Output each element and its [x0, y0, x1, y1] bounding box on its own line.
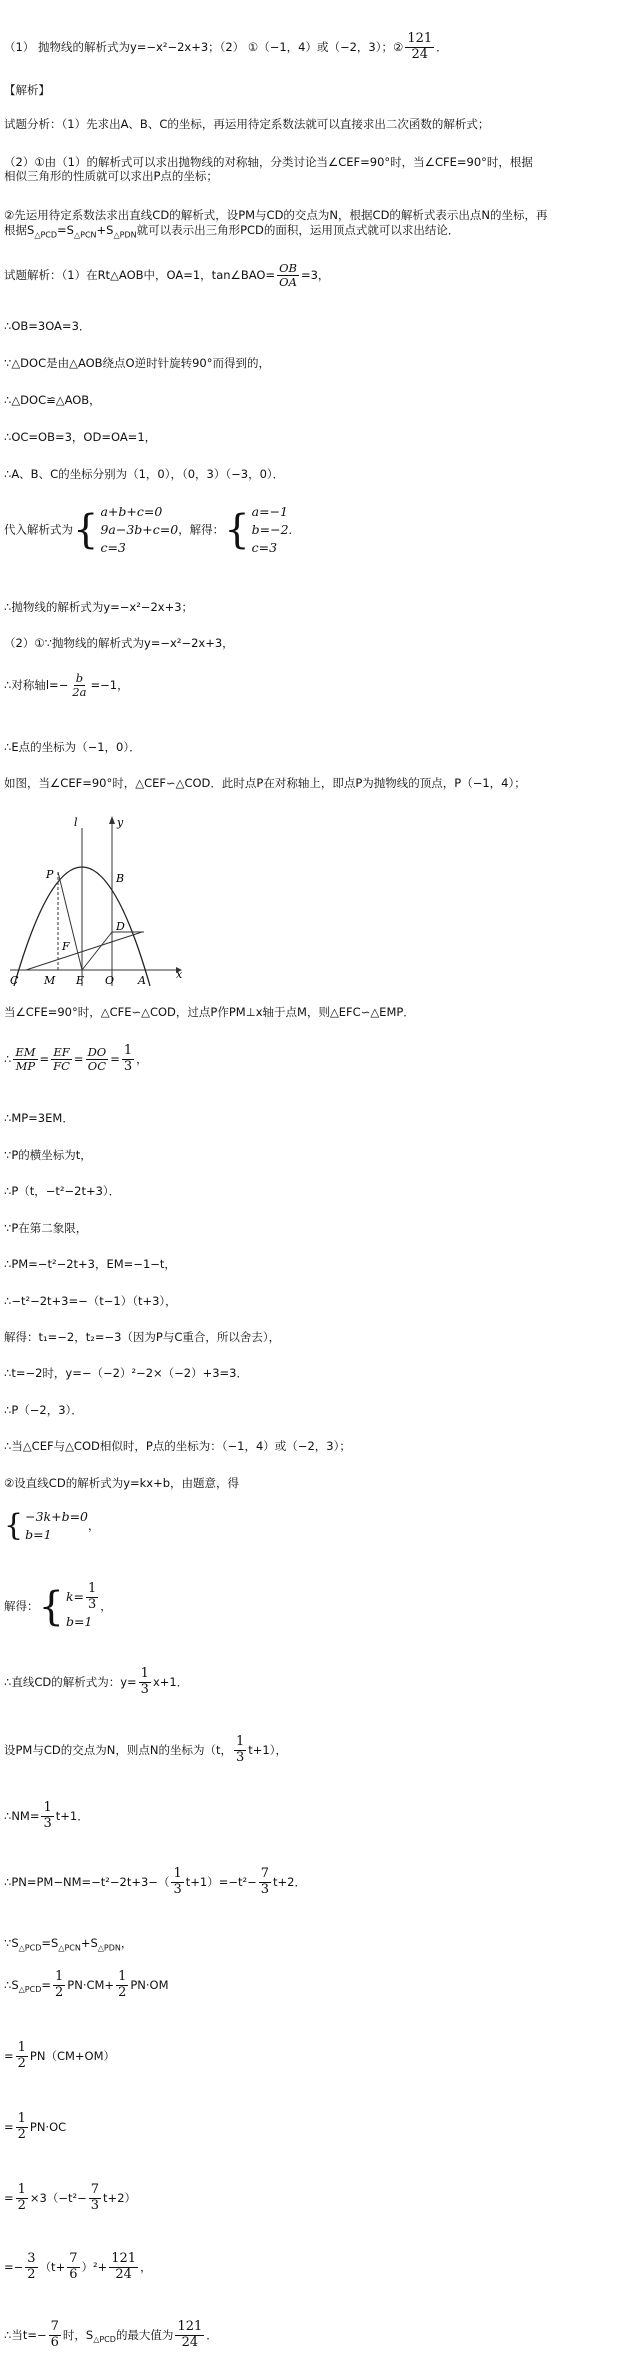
- substitution-line: 代入解析式为 { a+b+c=0 9a−3b+c=0 c=3 ，解得： { a=−1 b=−2 c=3 ．: [4, 503, 300, 557]
- part2-line-1: （2）①∵抛物线的解析式为y=−x²−2x+3，: [4, 636, 234, 650]
- step-p-abscissa: ∵P的横坐标为t，: [4, 1148, 92, 1162]
- label-e: E: [76, 974, 85, 987]
- conclusion: ∴当t=− $\frac{7}{6}$ 时，$S_{\triangle PCD}$的最大值为 $\frac{121}{24}$ ．: [4, 2319, 218, 2350]
- area-step-2: = $\frac{1}{2}$ PN·OC: [4, 2111, 67, 2142]
- axis-of-symmetry: ∴对称轴l=− $\frac{b}{2a}$ =−1，: [4, 671, 129, 700]
- ratio-line: ∴ $\frac{EM}{MP}$ = $\frac{EF}{FC}$ = $\frac{DO}{OC}$ = $\frac{1}{3}$ ，: [4, 1043, 148, 1074]
- label-o: O: [105, 974, 115, 987]
- cd-line: ∴直线CD的解析式为：y= $\frac{1}{3}$ x+1．: [4, 1666, 189, 1697]
- step-p-result: ∴P（−2，3）．: [4, 1403, 83, 1417]
- tan-fraction: $\frac{OB}{OA}$: [279, 261, 297, 290]
- equation-system: { a+b+c=0 9a−3b+c=0 c=3: [73, 504, 179, 556]
- analysis-line-3: 相似三角形的性质就可以求出P点的坐标；: [4, 169, 218, 183]
- part2-2-intro: ②设直线CD的解析式为y=kx+b，由题意，得: [4, 1476, 240, 1490]
- area-step-1: = $\frac{1}{2}$ PN（CM+OM）: [4, 2040, 116, 2071]
- label-l: l: [74, 816, 78, 829]
- line-ed: [82, 932, 112, 970]
- cd-solution: 解得： { k= $\frac{1}{3}$ b=1 ，: [4, 1581, 112, 1630]
- label-p: P: [46, 868, 54, 881]
- label-f: F: [62, 940, 70, 953]
- step-oc-od: ∴OC=OB=3，OD=OA=1，: [4, 430, 157, 444]
- geometry-figure: [4, 810, 184, 990]
- step-congruent: ∴△DOC≌△AOB，: [4, 393, 101, 407]
- line-cd: [26, 932, 142, 970]
- step-p-coords: ∴P（t，−t²−2t+3）．: [4, 1184, 121, 1198]
- answer-text: （1） 抛物线的解析式为y=−x²−2x+3；（2） ①（−1，4）或（−2，3）；②: [4, 39, 404, 54]
- analysis-line-2: （2）①由（1）的解析式可以求出抛物线的对称轴，分类讨论当∠CEF=90°时，当∠CFE=90°时，根据: [4, 155, 533, 169]
- step-pm-em: ∴PM=−t²−2t+3，EM=−1−t，: [4, 1257, 176, 1271]
- area-step-3: = $\frac{1}{2}$ ×3（−t²− $\frac{7}{3}$ t+2）: [4, 2182, 137, 2213]
- analysis-line-1: 试题分析：（1）先求出A、B、C的坐标，再运用待定系数法就可以直接求出二次函数的解析式；: [4, 117, 490, 131]
- area-vertex-form: =− $\frac{3}{2}$ （t+ $\frac{7}{6}$ ）²+ $\frac{121}{24}$ ，: [4, 2251, 152, 2282]
- label-d: D: [116, 920, 125, 933]
- section-title: 【解析】: [4, 83, 50, 97]
- label-y: y: [117, 816, 124, 829]
- step-rotation: ∵△DOC是由△AOB绕点O逆时针旋转90°而得到的，: [4, 356, 270, 370]
- parabola-result: ∴抛物线的解析式为y=−x²−2x+3；: [4, 600, 194, 614]
- step-ob: ∴OB=3OA=3．: [4, 319, 91, 333]
- y-axis-arrow: [109, 816, 115, 824]
- answer-line: （1） 抛物线的解析式为y=−x²−2x+3；（2） ①（−1，4）或（−2，3）；② $\frac{121}{24}$ ．: [4, 31, 448, 62]
- step-quadrant: ∵P在第二象限，: [4, 1221, 88, 1235]
- step-equation: ∴−t²−2t+3=−（t−1）（t+3），: [4, 1294, 177, 1308]
- area-sum: $\because S_{\triangle PCD}=S_{\triangle PCN}+S_{\triangle PDN}$，: [4, 1936, 133, 1953]
- point-n: 设PM与CD的交点为N，则点N的坐标为（t， $\frac{1}{3}$ t+1），: [4, 1734, 287, 1765]
- solution-intro: 试题解析：（1）在Rt△AOB中，OA=1，tan∠BAO= $\frac{OB}{OA}$ =3，: [4, 261, 330, 290]
- label-x: x: [176, 968, 183, 981]
- step-substitute: ∴t=−2时，y=−（−2）²−2×（−2）+3=3．: [4, 1366, 248, 1380]
- case-cfe-90: 当∠CFE=90°时，△CFE∽△COD，过点P作PM⊥x轴于点M，则△EFC∽△EMP．: [4, 1005, 415, 1019]
- step-mp: ∴MP=3EM．: [4, 1111, 74, 1125]
- max-value-fraction: $\frac{121}{24}$: [407, 31, 433, 62]
- analysis-line-5: 根据$S_{\triangle PCD}=S_{\triangle PCN}+S_{\triangle PDN}$就可以表示出三角形PCD的面积，运用顶点式就可以求出结论．: [4, 223, 460, 240]
- case-cef-90: 如图，当∠CEF=90°时，△CEF∽△COD．此时点P在对称轴上，即点P为抛物线的顶点，P（−1，4）；: [4, 776, 526, 790]
- step-solve: 解得：t₁=−2，t₂=−3（因为P与C重合，所以舍去），: [4, 1330, 281, 1344]
- step-similar-result: ∴当△CEF与△COD相似时，P点的坐标为：（−1，4）或（−2，3）；: [4, 1439, 351, 1453]
- area-expanded: $\therefore S_{\triangle PCD}=$ $\frac{1}{2}$ PN·CM+ $\frac{1}{2}$ PN·OM: [4, 1969, 169, 2000]
- step-coordinates: ∴A、B、C的坐标分别为（1，0），（0，3）（−3，0）．: [4, 467, 285, 481]
- label-a: A: [138, 974, 146, 987]
- pn-line: ∴PN=PM−NM=−t²−2t+3−（ $\frac{1}{3}$ t+1）=−t²− $\frac{7}{3}$ t+2．: [4, 1866, 306, 1897]
- analysis-line-4: ②先运用待定系数法求出直线CD的解析式，设PM与CD的交点为N，根据CD的解析式表示出点N的坐标，再: [4, 208, 548, 222]
- point-e: ∴E点的坐标为（−1，0）．: [4, 740, 141, 754]
- cd-system: { −3k+b=0 b=1 ，: [4, 1508, 100, 1544]
- label-m: M: [44, 974, 56, 987]
- solution-system: { a=−1 b=−2 c=3: [224, 504, 289, 556]
- nm-line: ∴NM= $\frac{1}{3}$ t+1．: [4, 1800, 89, 1831]
- label-b: B: [116, 872, 125, 885]
- label-c: C: [10, 974, 19, 987]
